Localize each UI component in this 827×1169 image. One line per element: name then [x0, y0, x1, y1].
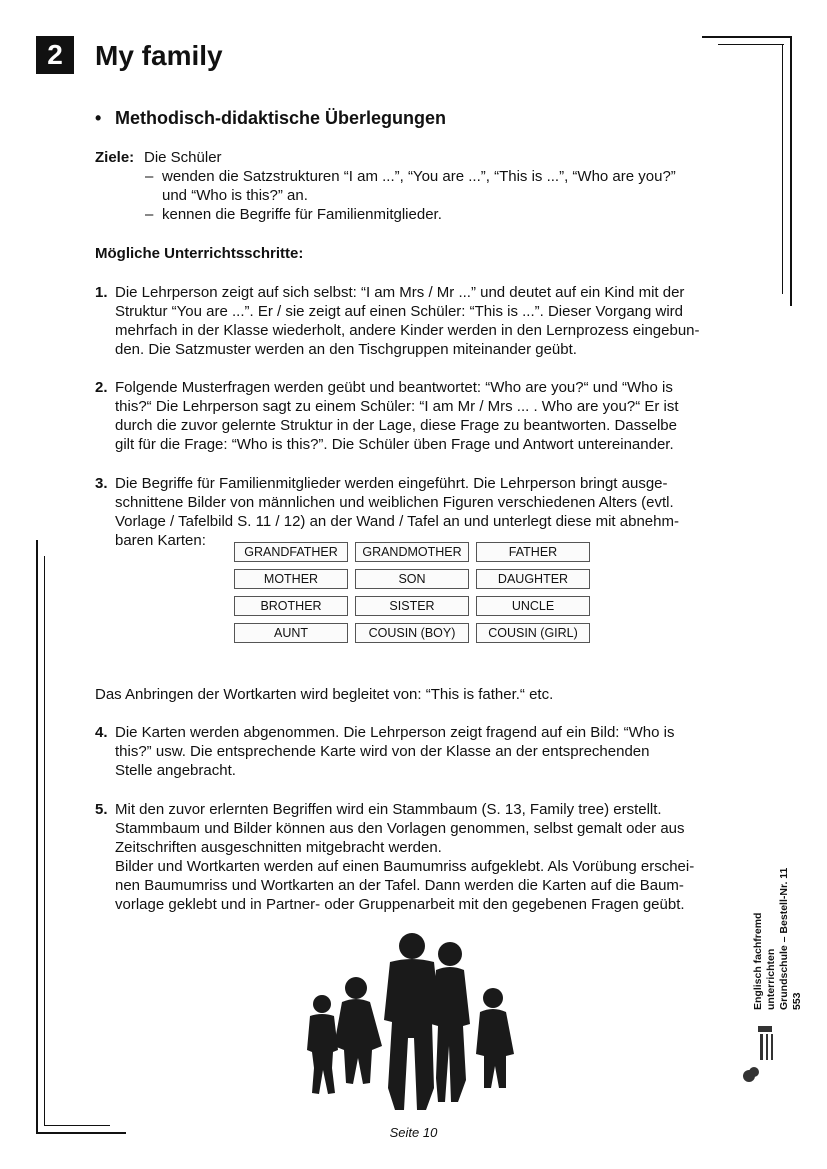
side-note-line: Englisch fachfremd unterrichten	[752, 912, 777, 1010]
step-line: baren Karten:	[115, 532, 206, 549]
step-number: 1.	[95, 284, 108, 301]
section-heading	[95, 106, 446, 130]
word-card: GRANDMOTHER	[355, 542, 469, 562]
step-3	[95, 474, 740, 550]
bullet-icon: •	[95, 108, 102, 128]
step-line: durch die zuvor gelernte Struktur in der Lage, diese Frage zu beantworten. Dasselbe	[115, 417, 677, 434]
step-line: Vorlage / Tafelbild S. 11 / 12) an der Wand / Tafel an und unterlegt diese mit abnehm-	[115, 513, 679, 530]
step-line: Die Begriffe für Familienmitglieder werden eingeführt. Die Lehrperson bringt ausge-	[115, 475, 668, 492]
frame-line-right-outer	[790, 36, 792, 306]
dash-icon: –	[145, 168, 154, 185]
step-line: schnittene Bilder von männlichen und weiblichen Figuren verschiedenen Alters (evtl.	[115, 494, 674, 511]
goal-item	[95, 167, 735, 205]
step-line: nen Baumumriss und Wortkarten an der Tafel. Dann werden die Karten auf die Baum-	[115, 877, 684, 894]
word-card-grid	[234, 542, 590, 643]
frame-line-top-right-inner	[718, 44, 784, 45]
frame-line-top-right-outer	[702, 36, 792, 38]
goal-line: wenden die Satzstrukturen “I am ...”, “You are ...”, “This is ...”, “Who are you?”	[162, 168, 676, 185]
word-card: BROTHER	[234, 596, 348, 616]
step-4	[95, 723, 740, 780]
family-silhouette-icon	[300, 928, 525, 1113]
after-cards-text: Das Anbringen der Wortkarten wird begleitet von: “This is father.“ etc.	[95, 686, 554, 703]
step-number: 3.	[95, 475, 108, 492]
word-card: DAUGHTER	[476, 569, 590, 589]
frame-line-right-inner	[782, 44, 783, 294]
word-card: SON	[355, 569, 469, 589]
goal-line: und “Who is this?” an.	[162, 187, 308, 204]
frame-line-left-inner	[44, 556, 45, 1126]
section-heading-text: Methodisch-didaktische Überlegungen	[115, 108, 447, 128]
publisher-logo-icon	[740, 1020, 785, 1090]
step-line: den. Die Satzmuster werden an den Tischgruppen miteinander geübt.	[115, 341, 577, 358]
word-card: GRANDFATHER	[234, 542, 348, 562]
step-line: gilt für die Frage: “Who is this?”. Die Schüler üben Frage und Antwort untereinander.	[115, 436, 674, 453]
side-note	[752, 850, 804, 1010]
step-number: 4.	[95, 724, 108, 741]
goal-line: kennen die Begriffe für Familienmitglieder.	[162, 206, 442, 223]
step-line: Stammbaum und Bilder können aus den Vorlagen genommen, selbst gemalt oder aus	[115, 820, 685, 837]
step-line: Die Karten werden abgenommen. Die Lehrperson zeigt fragend auf ein Bild: “Who is	[115, 724, 675, 741]
chapter-number: 2	[36, 36, 74, 74]
step-line: this?” usw. Die entsprechende Karte wird von der Klasse an der entsprechenden	[115, 743, 650, 760]
word-card: MOTHER	[234, 569, 348, 589]
step-line: Zeitschriften ausgeschnitten mitgebracht werden.	[115, 839, 442, 856]
step-line: vorlage geklebt und in Partner- oder Gruppenarbeit mit den gegebenen Fragen geübt.	[115, 896, 685, 913]
word-card: COUSIN (GIRL)	[476, 623, 590, 643]
step-number: 5.	[95, 801, 108, 818]
word-card: UNCLE	[476, 596, 590, 616]
step-line: Folgende Musterfragen werden geübt und beantwortet: “Who are you?“ und “Who is	[115, 379, 673, 396]
step-line: Mit den zuvor erlernten Begriffen wird ein Stammbaum (S. 13, Family tree) erstellt.	[115, 801, 662, 818]
goals-label: Ziele:	[95, 149, 135, 166]
step-2	[95, 378, 740, 454]
steps-heading: Mögliche Unterrichtsschritte:	[95, 245, 304, 262]
page-title: My family	[95, 40, 223, 71]
goal-item	[95, 205, 735, 224]
side-note-line: Grundschule – Bestell-Nr. 11 553	[778, 867, 803, 1010]
step-number: 2.	[95, 379, 108, 396]
goals-block	[95, 148, 735, 224]
word-card: FATHER	[476, 542, 590, 562]
word-card: AUNT	[234, 623, 348, 643]
word-card: SISTER	[355, 596, 469, 616]
step-line: this?“ Die Lehrperson sagt zu einem Schüler: “I am Mr / Mrs ... . Who are you?“ Er ist	[115, 398, 679, 415]
step-line: Stelle angebracht.	[115, 762, 236, 779]
dash-icon: –	[145, 206, 154, 223]
step-line: mehrfach in der Klasse wiederholt, andere Kinder werden in den Lernprozess eingebun-	[115, 322, 700, 339]
step-line: Bilder und Wortkarten werden auf einen Baumumriss aufgeklebt. Als Vorübung erschei-	[115, 858, 695, 875]
page-number: Seite 10	[389, 1125, 438, 1140]
word-card: COUSIN (BOY)	[355, 623, 469, 643]
step-5	[95, 800, 740, 914]
step-line: Struktur “You are ...”. Er / sie zeigt auf einen Schüler: “This is ...”. Dieser Vorgang wird	[115, 303, 684, 320]
frame-line-left-outer	[36, 540, 38, 1134]
goals-intro: Die Schüler	[144, 149, 222, 166]
step-line: Die Lehrperson zeigt auf sich selbst: “I am Mrs / Mr ...” und deutet auf ein Kind mit der	[115, 284, 685, 301]
step-1	[95, 283, 740, 359]
